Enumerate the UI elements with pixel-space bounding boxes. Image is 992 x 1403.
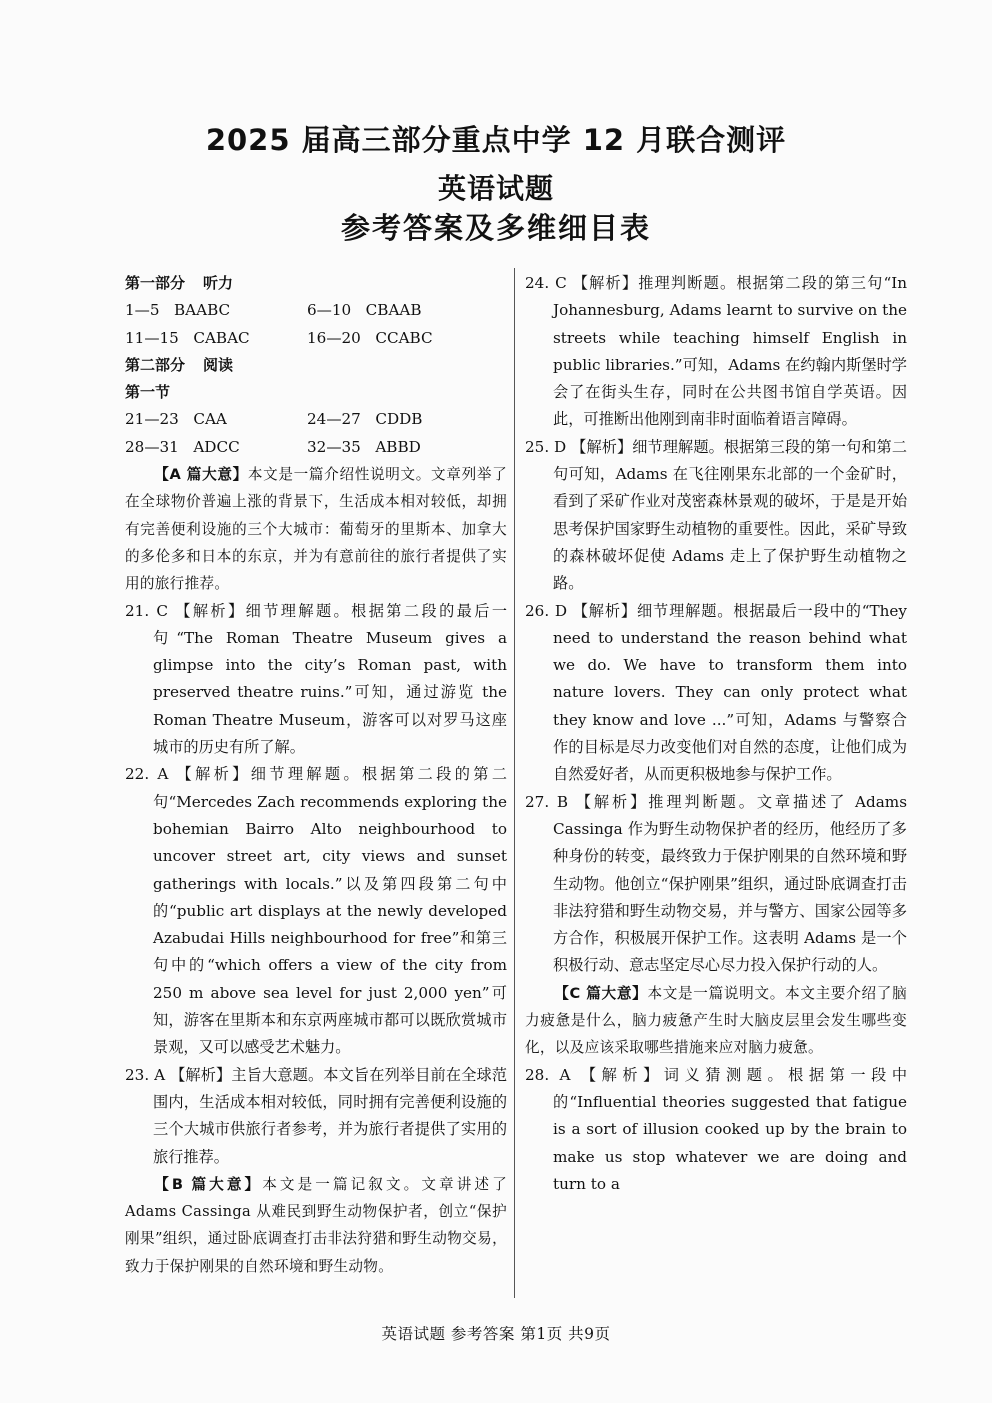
analysis-item: 23. A 【解析】主旨大意题。本文旨在列举目前在全球范围内，生活成本相对较低，同时拥有完善便利设施的三个大城市供旅行者参考，并为旅行者提供了实用的旅行推荐。	[125, 1065, 508, 1166]
column-divider	[514, 268, 515, 1298]
left-column	[125, 270, 507, 1280]
answer-row: 11—15 CABAC 16—20 CCABC	[125, 328, 433, 347]
part2-heading: 第二部分 阅读	[125, 355, 234, 374]
analysis-item: 24. C 【解析】推理判断题。根据第二段的第三句“In Johannesburg, Adams learnt to survive on the streets while teaching himself English in public libraries.”可知，Adams 在约翰内斯堡时学会了在街头生存，同时在公共图书馆自学英语。因此，可推断出他刚到南非时面临着语言障碍。	[525, 274, 908, 429]
right-column	[525, 270, 907, 1198]
passage-a-summary: 【A 篇大意】本文是一篇介绍性说明文。文章列举了在全球物价普遍上涨的背景下，生活成本相对较低，却拥有完善便利设施的三个大城市：葡萄牙的里斯本、加拿大的多伦多和日本的东京，并为有意前往的旅行者提供了实用的旅行推荐。	[125, 466, 507, 593]
page-title-line1: 2025 届高三部分重点中学 12 月联合测评	[205, 123, 787, 157]
section-heading: 第一节	[125, 383, 171, 402]
part1-heading: 第一部分 听力	[125, 274, 234, 292]
page-title-line2: 英语试题	[437, 172, 554, 205]
passage-c-summary: 【C 篇大意】本文是一篇说明文。本文主要介绍了脑力疲惫是什么，脑力疲惫产生时大脑皮层里会发生哪些变化，以及应该采取哪些措施来应对脑力疲惫。	[525, 984, 907, 1057]
analysis-item: 28. A 【解析】词义猜测题。根据第一段中的“Influential theories suggested that fatigue is a sort of illusion cooked up by the brain to make us stop whatever we are doing and turn to a	[525, 1065, 908, 1193]
answer-row: 1—5 BAABC 6—10 CBAAB	[125, 301, 422, 320]
analysis-item: 21. C 【解析】细节理解题。根据第二段的最后一句“The Roman Theatre Museum gives a glimpse into the city’s Roman past, with preserved theatre ruins.”可知，通过游览 the Roman Theatre Museum，游客可以对罗马这座城市的历史有所了解。	[125, 601, 508, 757]
analysis-item: 25. D 【解析】细节理解题。根据第三段的第一句和第二句可知，Adams 在飞往刚果东北部的一个金矿时，看到了采矿作业对茂密森林景观的破坏，于是是开始思考保护国家野生动植物的重要性。因此，采矿导致的森林破坏促使 Adams 走上了保护野生动植物之路。	[525, 437, 908, 593]
answer-row: 28—31 ADCC 32—35 ABBD	[125, 437, 421, 456]
analysis-item: 26. D 【解析】细节理解题。根据最后一段中的“They need to understand the reason behind what we do. We have to transform them into nature lovers. They can only protect what they know and love ...”可知，Adams 与警察合作的目标是尽力改变他们对自然的态度，让他们成为自然爱好者，从而更积极地参与保护工作。	[525, 601, 907, 784]
page-footer: 英语试题 参考答案 第1页 共9页	[381, 1325, 611, 1343]
page-title-line3: 参考答案及多维细目表	[340, 211, 651, 245]
analysis-item: 27. B 【解析】推理判断题。文章描述了 Adams Cassinga 作为野生动物保护者的经历，他经历了多种身份的转变，最终致力于保护刚果的自然环境和野生动物。他创立“保护刚果”组织，通过卧底调查打击非法狩猎和野生动物交易，并与警方、国家公园等多方合作，积极展开保护工作。这表明 Adams 是一个积极行动、意志坚定尽心尽力投入保护行动的人。	[525, 792, 907, 975]
analysis-item: 22. A 【解析】细节理解题。根据第二段的第二句“Mercedes Zach recommends exploring the bohemian Bairro Alto neighbourhood to uncover street art, city views and sunset gatherings with locals.”以及第四段第二句中的“public art displays at the newly developed Azabudai Hills neighbourhood for free”和第三句中的“which offers a view of the city from 250 m above sea level for just 2,000 yen”可知，游客在里斯本和东京两座城市都可以既欣赏城市景观，又可以感受艺术魅力。	[125, 765, 508, 1057]
answer-row: 21—23 CAA 24—27 CDDB	[125, 410, 423, 429]
passage-b-summary: 【B 篇大意】本文是一篇记叙文。文章讲述了 Adams Cassinga 从难民到野生动物保护者，创立“保护刚果”组织，通过卧底调查打击非法狩猎和野生动物交易，致力于保护刚果的自然环境和野生动物。	[125, 1175, 507, 1275]
